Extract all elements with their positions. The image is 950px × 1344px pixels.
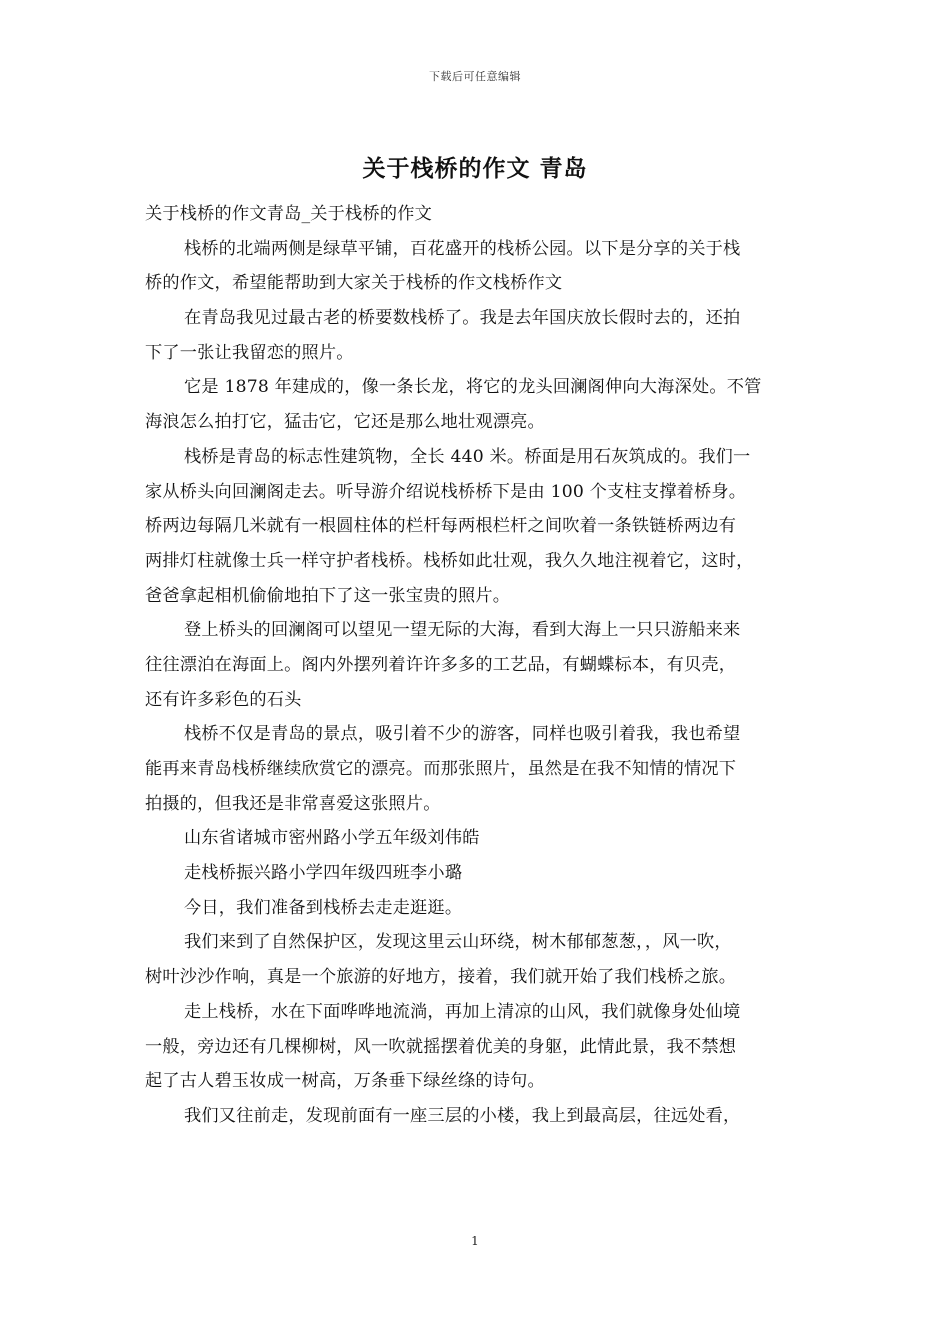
text-line: 登上桥头的回澜阁可以望见一望无际的大海，看到大海上一只只游船来来	[184, 620, 741, 641]
text-line: 我们又往前走，发现前面有一座三层的小楼，我上到最高层，往远处看，	[184, 1105, 741, 1126]
text-line: 往往漂泊在海面上。阁内外摆列着许许多多的工艺品，有蝴蝶标本，有贝壳，	[145, 654, 737, 675]
text-line: 今日，我们准备到栈桥去走走逛逛。	[184, 897, 463, 918]
document-body	[145, 197, 815, 1134]
text-line: 两排灯柱就像士兵一样守护者栈桥。栈桥如此壮观，我久久地注视着它，这时，	[145, 550, 754, 571]
text-line: 能再来青岛栈桥继续欣赏它的漂亮。而那张照片，虽然是在我不知情的情况下	[145, 759, 737, 779]
text-line: 山东省诸城市密州路小学五年级刘伟皓	[184, 828, 480, 849]
text-line: 关于栈桥的作文青岛_关于栈桥的作文	[145, 204, 432, 224]
text-line: 起了古人碧玉妆成一树高，万条垂下绿丝绦的诗句。	[145, 1071, 545, 1092]
text-line: 拍摄的，但我还是非常喜爱这张照片。	[145, 793, 441, 814]
text-line: 走上栈桥，水在下面哗哗地流淌，再加上清凉的山风，我们就像身处仙境	[184, 1001, 741, 1022]
text-line: 家从桥头向回澜阁走去。听导游介绍说栈桥桥下是由 100 个支柱支撑着桥身。	[145, 481, 747, 502]
text-line: 走栈桥振兴路小学四年级四班李小璐	[184, 863, 463, 884]
page-number: 1	[471, 1234, 479, 1248]
document-title: 关于栈桥的作文 青岛	[362, 155, 588, 182]
text-line: 爸爸拿起相机偷偷地拍下了这一张宝贵的照片。	[145, 585, 511, 606]
text-line: 栈桥是青岛的标志性建筑物，全长 440 米。桥面是用石灰筑成的。我们一	[184, 446, 751, 467]
text-line: 海浪怎么拍打它，猛击它，它还是那么地壮观漂亮。	[145, 412, 545, 433]
header-note: 下载后可任意编辑	[429, 70, 521, 83]
text-line: 栈桥的北端两侧是绿草平铺，百花盛开的栈桥公园。以下是分享的关于栈	[184, 238, 741, 259]
text-line: 它是 1878 年建成的，像一条长龙，将它的龙头回澜阁伸向大海深处。不管	[184, 377, 762, 398]
text-line: 栈桥不仅是青岛的景点，吸引着不少的游客，同样也吸引着我，我也希望	[184, 724, 741, 745]
text-line: 我们来到了自然保护区，发现这里云山环绕，树木郁郁葱葱，，风一吹，	[184, 932, 732, 953]
text-line: 下了一张让我留恋的照片。	[145, 342, 354, 363]
text-line: 树叶沙沙作响，真是一个旅游的好地方，接着，我们就开始了我们栈桥之旅。	[145, 967, 737, 988]
text-line: 在青岛我见过最古老的桥要数栈桥了。我是去年国庆放长假时去的，还拍	[184, 308, 741, 329]
text-line: 桥的作文，希望能帮助到大家关于栈桥的作文栈桥作文	[145, 273, 563, 294]
text-line: 还有许多彩色的石头	[145, 689, 302, 710]
text-line: 桥两边每隔几米就有一根圆柱体的栏杆每两根栏杆之间吹着一条铁链桥两边有	[145, 516, 737, 537]
text-line: 一般，旁边还有几棵柳树，风一吹就摇摆着优美的身躯，此情此景，我不禁想	[145, 1036, 737, 1057]
